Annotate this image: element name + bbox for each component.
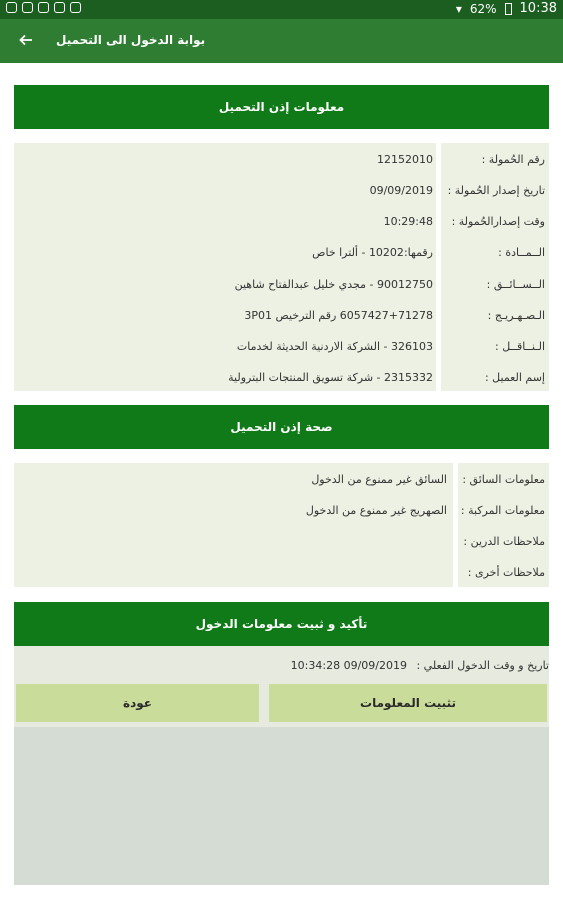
info-label: وقت إصدارالحُمولة : xyxy=(451,215,545,228)
info-row-issue-time xyxy=(14,207,549,237)
info-value: 2315332 - شركة تسويق المنتجات البترولية xyxy=(228,371,433,384)
info-value: 90012750 - مجدي خليل عبدالفتاح شاهين xyxy=(234,278,433,291)
info-label: الــســائــق : xyxy=(486,278,545,291)
notification-icon xyxy=(70,2,81,13)
info-value: رقمها:10202 - ألترا خاص xyxy=(312,246,433,259)
permit-validity-panel xyxy=(14,463,549,587)
permit-validity-header: صحة إذن التحميل xyxy=(14,405,549,449)
notification-icon xyxy=(22,2,33,13)
info-value: 326103 - الشركة الاردنية الحديثة لخدمات xyxy=(236,340,433,353)
validity-label: ملاحظات أخرى : xyxy=(467,566,545,579)
info-value: 10:29:48 xyxy=(383,215,433,228)
info-label: رقم الحُمولة : xyxy=(481,153,545,166)
validity-row-other-notes xyxy=(14,558,549,588)
notification-icons xyxy=(6,2,81,13)
info-row-tanker xyxy=(14,301,549,331)
info-label: تاريخ إصدار الحُمولة : xyxy=(447,184,545,197)
info-label: الــمــادة : xyxy=(498,246,545,259)
info-label: الـنــاقــل : xyxy=(495,340,545,353)
validity-row-vehicle xyxy=(14,496,549,526)
clock: 10:38 xyxy=(519,1,557,16)
validity-label: معلومات السائق : xyxy=(462,473,545,486)
validity-label: ملاحظات الدرين : xyxy=(463,535,545,548)
confirm-entry-header: تأكيد و ثبيت معلومات الدخول xyxy=(14,602,549,646)
validity-row-driver-notes xyxy=(14,527,549,557)
notification-icon xyxy=(54,2,65,13)
actual-entry-row xyxy=(291,655,549,677)
page-title: بوابة الدخول الى التحميل xyxy=(56,33,206,47)
status-bar xyxy=(0,0,563,19)
info-row-carrier xyxy=(14,332,549,362)
battery-percent: 62% xyxy=(469,1,497,16)
info-label: إسم العميل : xyxy=(484,371,545,384)
content-area xyxy=(14,727,549,885)
load-permit-info-header: معلومات إذن التحميل xyxy=(14,85,549,129)
validity-row-driver xyxy=(14,465,549,495)
notification-icon xyxy=(6,2,17,13)
arrow-left-icon[interactable] xyxy=(15,29,37,53)
validity-value: السائق غير ممنوع من الدخول xyxy=(311,473,447,486)
back-button[interactable]: عودة xyxy=(16,684,259,722)
info-row-issue-date xyxy=(14,176,549,206)
info-row-load-number xyxy=(14,145,549,175)
validity-value: الصهريج غير ممنوع من الدخول xyxy=(305,504,447,517)
wifi-icon: ▾ xyxy=(455,1,462,16)
info-row-driver xyxy=(14,270,549,300)
validity-label: معلومات المركبة : xyxy=(460,504,545,517)
info-value: 6057427+71278 رقم الترخيص 3P01 xyxy=(244,309,433,322)
notification-icon xyxy=(38,2,49,13)
actual-entry-value: 09/09/2019 10:34:28 xyxy=(290,659,407,672)
info-value: 12152010 xyxy=(377,153,433,166)
info-value: 09/09/2019 xyxy=(369,184,433,197)
load-permit-info-panel xyxy=(14,143,549,391)
info-row-material xyxy=(14,238,549,268)
app-bar xyxy=(0,19,563,63)
actual-entry-label: تاريخ و وقت الدخول الفعلي : xyxy=(416,659,549,672)
info-row-customer xyxy=(14,363,549,393)
battery-icon xyxy=(505,3,512,15)
confirm-info-button[interactable]: تثبيت المعلومات xyxy=(269,684,547,722)
info-label: الـصـهـريـج : xyxy=(487,309,545,322)
